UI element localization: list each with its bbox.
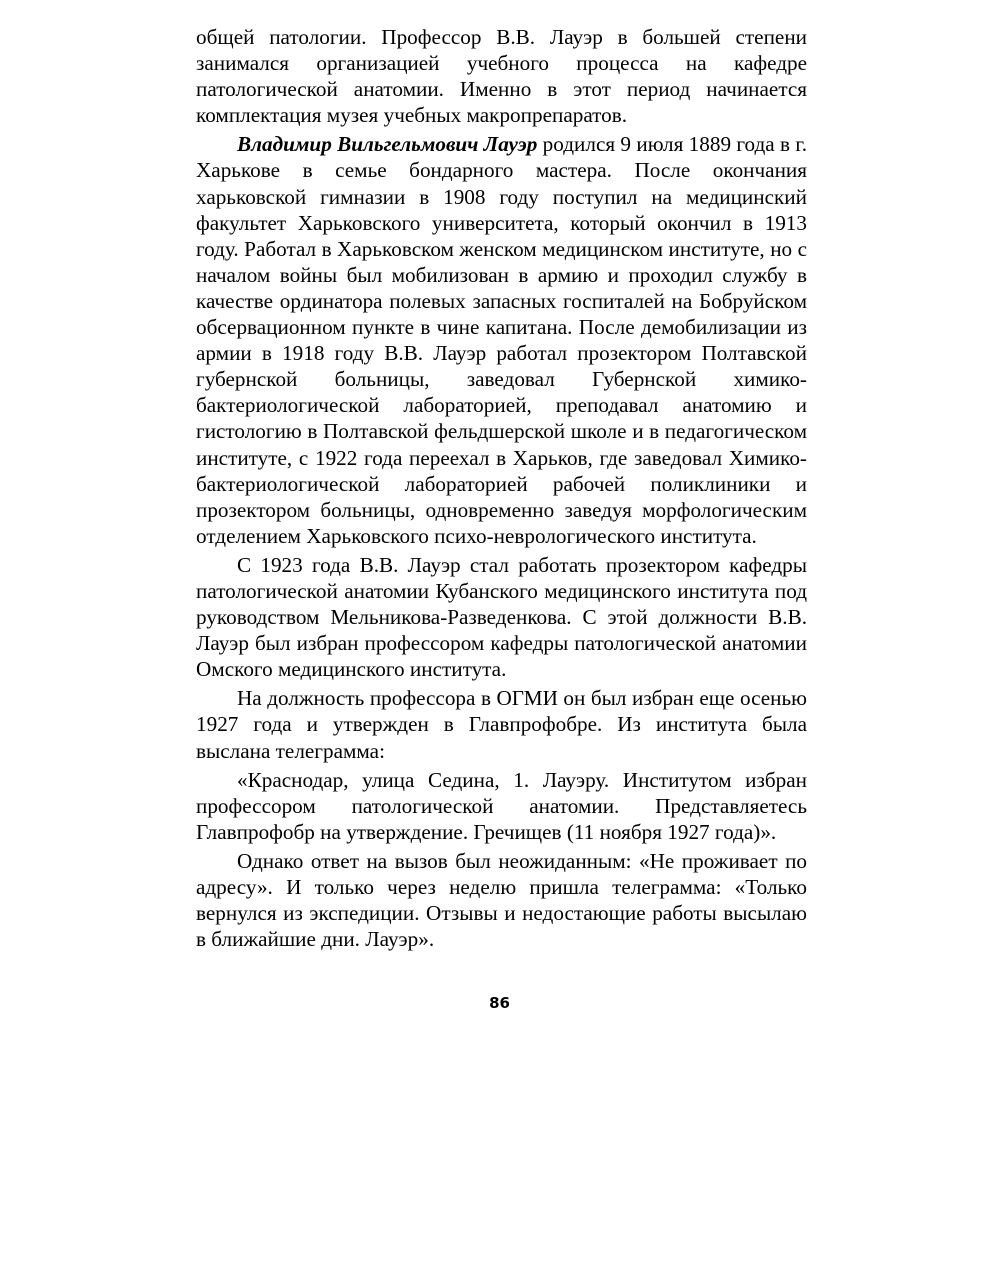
paragraph-reply: Однако ответ на вызов был неожиданным: «Не проживает по адресу». И только через неделю пришла телеграмма: «Только вернулся из экспедиции. Отзывы и недостающие работы высылаю в ближайшие дни. Лауэр».	[196, 848, 807, 952]
paragraph-kuban: С 1923 года В.В. Лауэр стал работать прозектором кафедры патологической анатомии Кубанского медицинского института под руководством Мельникова-Разведенкова. С этой должности В.В. Лауэр был избран профессором кафедры патологической анатомии Омского медицинского института.	[196, 552, 807, 682]
biography-text: родился 9 июля 1889 года в г. Харькове в семье бондарного мастера. После окончания харьковской гимназии в 1908 году поступил на медицинский факультет Харьковского университета, который окончил в 1913 году. Работал в Харьковском женском медицинском институте, но с началом войны был мобилизован в армию и проходил службу в качестве ординатора полевых запасных госпиталей на Бобруйском обсервационном пункте в чине капитана. После демобилизации из армии в 1918 году В.В. Лауэр работал прозектором Полтавской губернской больницы, заведовал Губернской химико-бактериологической лабораторией, преподавал анатомию и гистологию в Полтавской фельдшерской школе и в педагогическом институте, с 1922 года переехал в Харьков, где заведовал Химико-бактериологической лабораторией рабочей поликлиники и прозектором больницы, одновременно заведуя морфологическим отделением Харьковского психо-неврологического института.	[196, 132, 807, 548]
paragraph-ogmi: На должность профессора в ОГМИ он был избран еще осенью 1927 года и утвержден в Главпрофобре. Из института была выслана телеграмма:	[196, 686, 807, 763]
page-content	[196, 24, 807, 952]
body-text	[196, 24, 807, 952]
paragraph-telegram-quote: «Краснодар, улица Седина, 1. Лауэру. Институтом избран профессором патологической анатомии. Представляетесь Главпрофобр на утверждение. Гречищев (11 ноября 1927 года)».	[196, 767, 807, 844]
person-name: Владимир Вильгельмович Лауэр	[237, 132, 538, 157]
paragraph-continuation: общей патологии. Профессор В.В. Лауэр в большей степени занимался организацией учебного процесса на кафедре патологической анатомии. Именно в этот период начинается комплектация музея учебных макропрепаратов.	[196, 25, 807, 128]
page-number: 86	[489, 994, 510, 1012]
paragraph-biography	[196, 131, 807, 549]
